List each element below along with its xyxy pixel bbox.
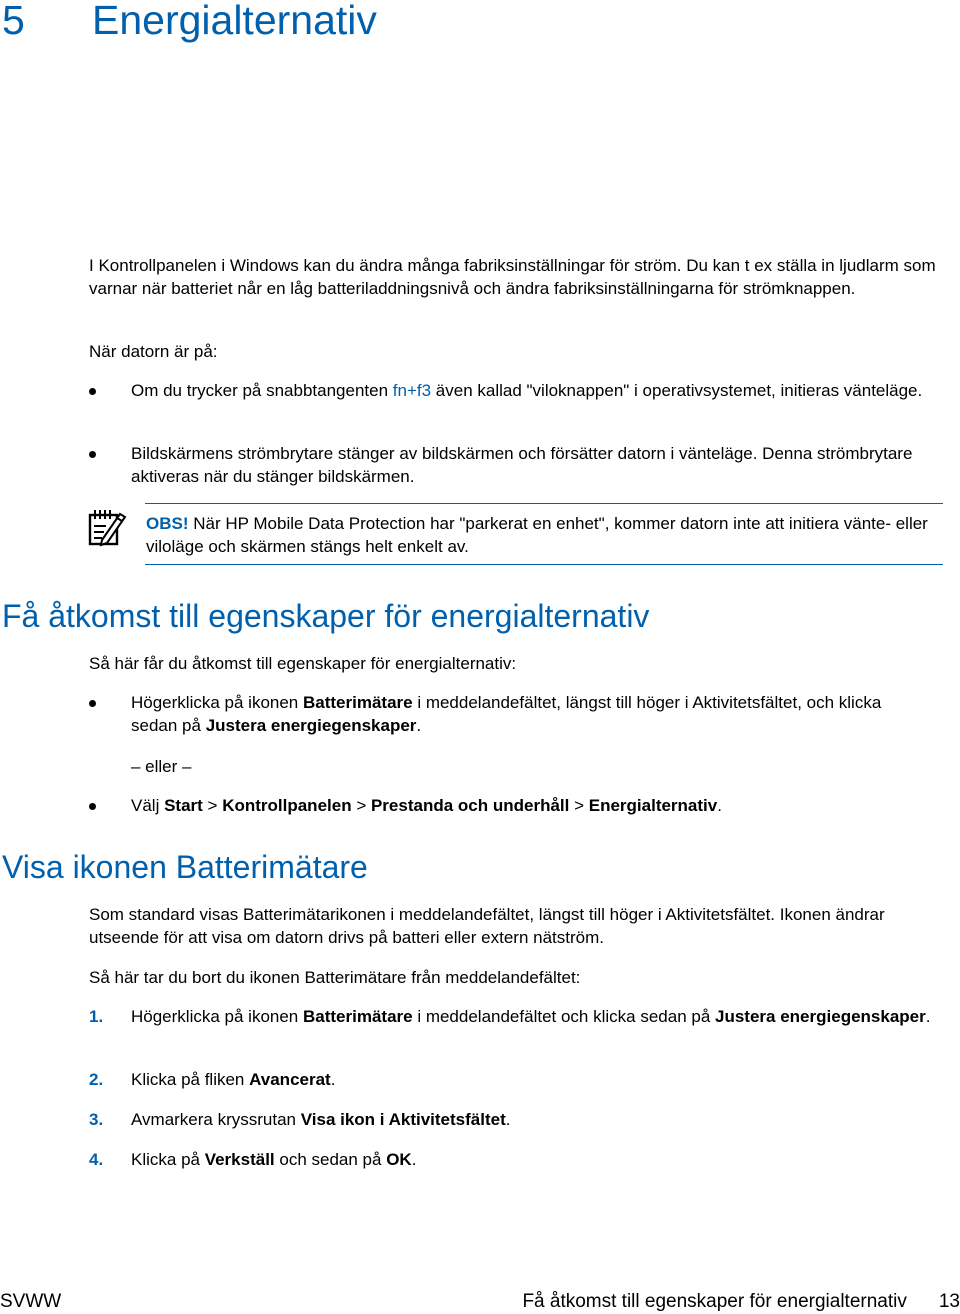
note-bottom-rule (145, 564, 943, 565)
footer-right (522, 1290, 960, 1314)
chapter-title: Energialternativ (92, 0, 377, 43)
step-text: Klicka på (131, 1150, 205, 1169)
section-intro: Så här får du åtkomst till egenskaper för energialternativ: (89, 654, 517, 673)
step-number: 1. (89, 1007, 104, 1026)
footer-section-title: Få åtkomst till egenskaper för energialternativ (522, 1291, 907, 1312)
step-text: . (505, 1110, 511, 1129)
note-label: OBS! (146, 514, 189, 533)
section-title: Få åtkomst till egenskaper för energialternativ (2, 598, 650, 634)
note-pad-pencil-icon (87, 506, 127, 548)
ui-term: Avancerat (249, 1070, 331, 1089)
section-paragraph: Som standard visas Batterimätarikonen i meddelandefältet, längst till höger i Aktivitetsfältet. Ikonen ändrar utseende för att visa om datorn drivs på batteri eller extern nätström. (89, 905, 885, 947)
bullet-text: Bildskärmens strömbrytare stänger av bildskärmen och försätter datorn i vänteläge. Denna strömbrytare aktiveras när du stänger bildskärmen. (131, 444, 913, 486)
ui-term: Batterimätare (302, 693, 413, 712)
step-text: Klicka på fliken (131, 1070, 250, 1089)
when-on-label: När datorn är på: (89, 342, 218, 361)
bullet-icon (89, 388, 96, 395)
list-item (89, 691, 939, 737)
step-number: 3. (89, 1110, 104, 1129)
hotkey-text: fn+f3 (392, 381, 432, 400)
bullet-text: Högerklicka på ikonen (131, 693, 303, 712)
bullet-text: även kallad "viloknappen" i operativsystemet, initieras vänteläge. (431, 381, 923, 400)
bullet-text: . (416, 716, 422, 735)
bullet-text: > (202, 796, 223, 815)
ui-term: Justera energiegenskaper (715, 1007, 926, 1026)
intro-paragraph: I Kontrollpanelen i Windows kan du ändra många fabriksinställningar för ström. Du kan t ex ställa in ljudlarm som varnar när batteriet når en låg batteriladdningsnivå och ändra fabriksinställningarna för strömknappen. (89, 256, 936, 298)
ui-term: Kontrollpanelen (222, 796, 352, 815)
note-top-rule (145, 503, 943, 504)
bullet-text: Välj (131, 796, 165, 815)
step-number: 4. (89, 1150, 104, 1169)
step-number: 2. (89, 1070, 104, 1089)
ui-term: Prestanda och underhåll (370, 796, 570, 815)
ui-term: Visa ikon i Aktivitetsfältet (300, 1110, 506, 1129)
bullet-icon (89, 451, 96, 458)
list-item (89, 379, 939, 425)
bullet-text: Om du trycker på snabbtangenten (131, 381, 393, 400)
numbered-step (89, 1005, 939, 1051)
step-text: . (330, 1070, 336, 1089)
bullet-icon (89, 700, 96, 707)
step-text: . (925, 1007, 931, 1026)
ui-term: Start (164, 796, 203, 815)
ui-term: Batterimätare (302, 1007, 413, 1026)
list-item (89, 794, 939, 817)
chapter-number: 5 (2, 0, 25, 43)
numbered-step (89, 1068, 939, 1091)
bullet-text: > (569, 796, 589, 815)
ui-term: Justera energiegenskaper (205, 716, 417, 735)
section-title: Visa ikonen Batterimätare (2, 849, 368, 885)
bullet-icon (89, 803, 96, 810)
step-text: Avmarkera kryssrutan (131, 1110, 301, 1129)
ui-term: Energialternativ (588, 796, 718, 815)
note-body (146, 512, 942, 558)
numbered-step (89, 1148, 939, 1171)
step-text: Högerklicka på ikonen (131, 1007, 303, 1026)
numbered-step (89, 1108, 939, 1131)
bullet-text: > (351, 796, 371, 815)
step-text: och sedan på (274, 1150, 387, 1169)
ui-term: Verkställ (204, 1150, 275, 1169)
list-item (89, 442, 939, 488)
step-text: i meddelandefältet och klicka sedan på (412, 1007, 716, 1026)
section-intro: Så här tar du bort du ikonen Batterimätare från meddelandefältet: (89, 968, 581, 987)
bullet-text: . (717, 796, 722, 815)
ui-term: OK (386, 1150, 412, 1169)
or-separator: – eller – (131, 757, 192, 776)
page-number: 13 (938, 1291, 960, 1312)
bullet-text: i meddelandefältet, längst till höger i Aktivitetsfältet, och klicka sedan på (131, 693, 882, 735)
step-text: . (411, 1150, 417, 1169)
note-text: När HP Mobile Data Protection har "parkerat en enhet", kommer datorn inte att initiera vänte- eller viloläge och skärmen stängs helt enkelt av. (146, 514, 928, 556)
footer-left: SVWW (0, 1291, 62, 1312)
